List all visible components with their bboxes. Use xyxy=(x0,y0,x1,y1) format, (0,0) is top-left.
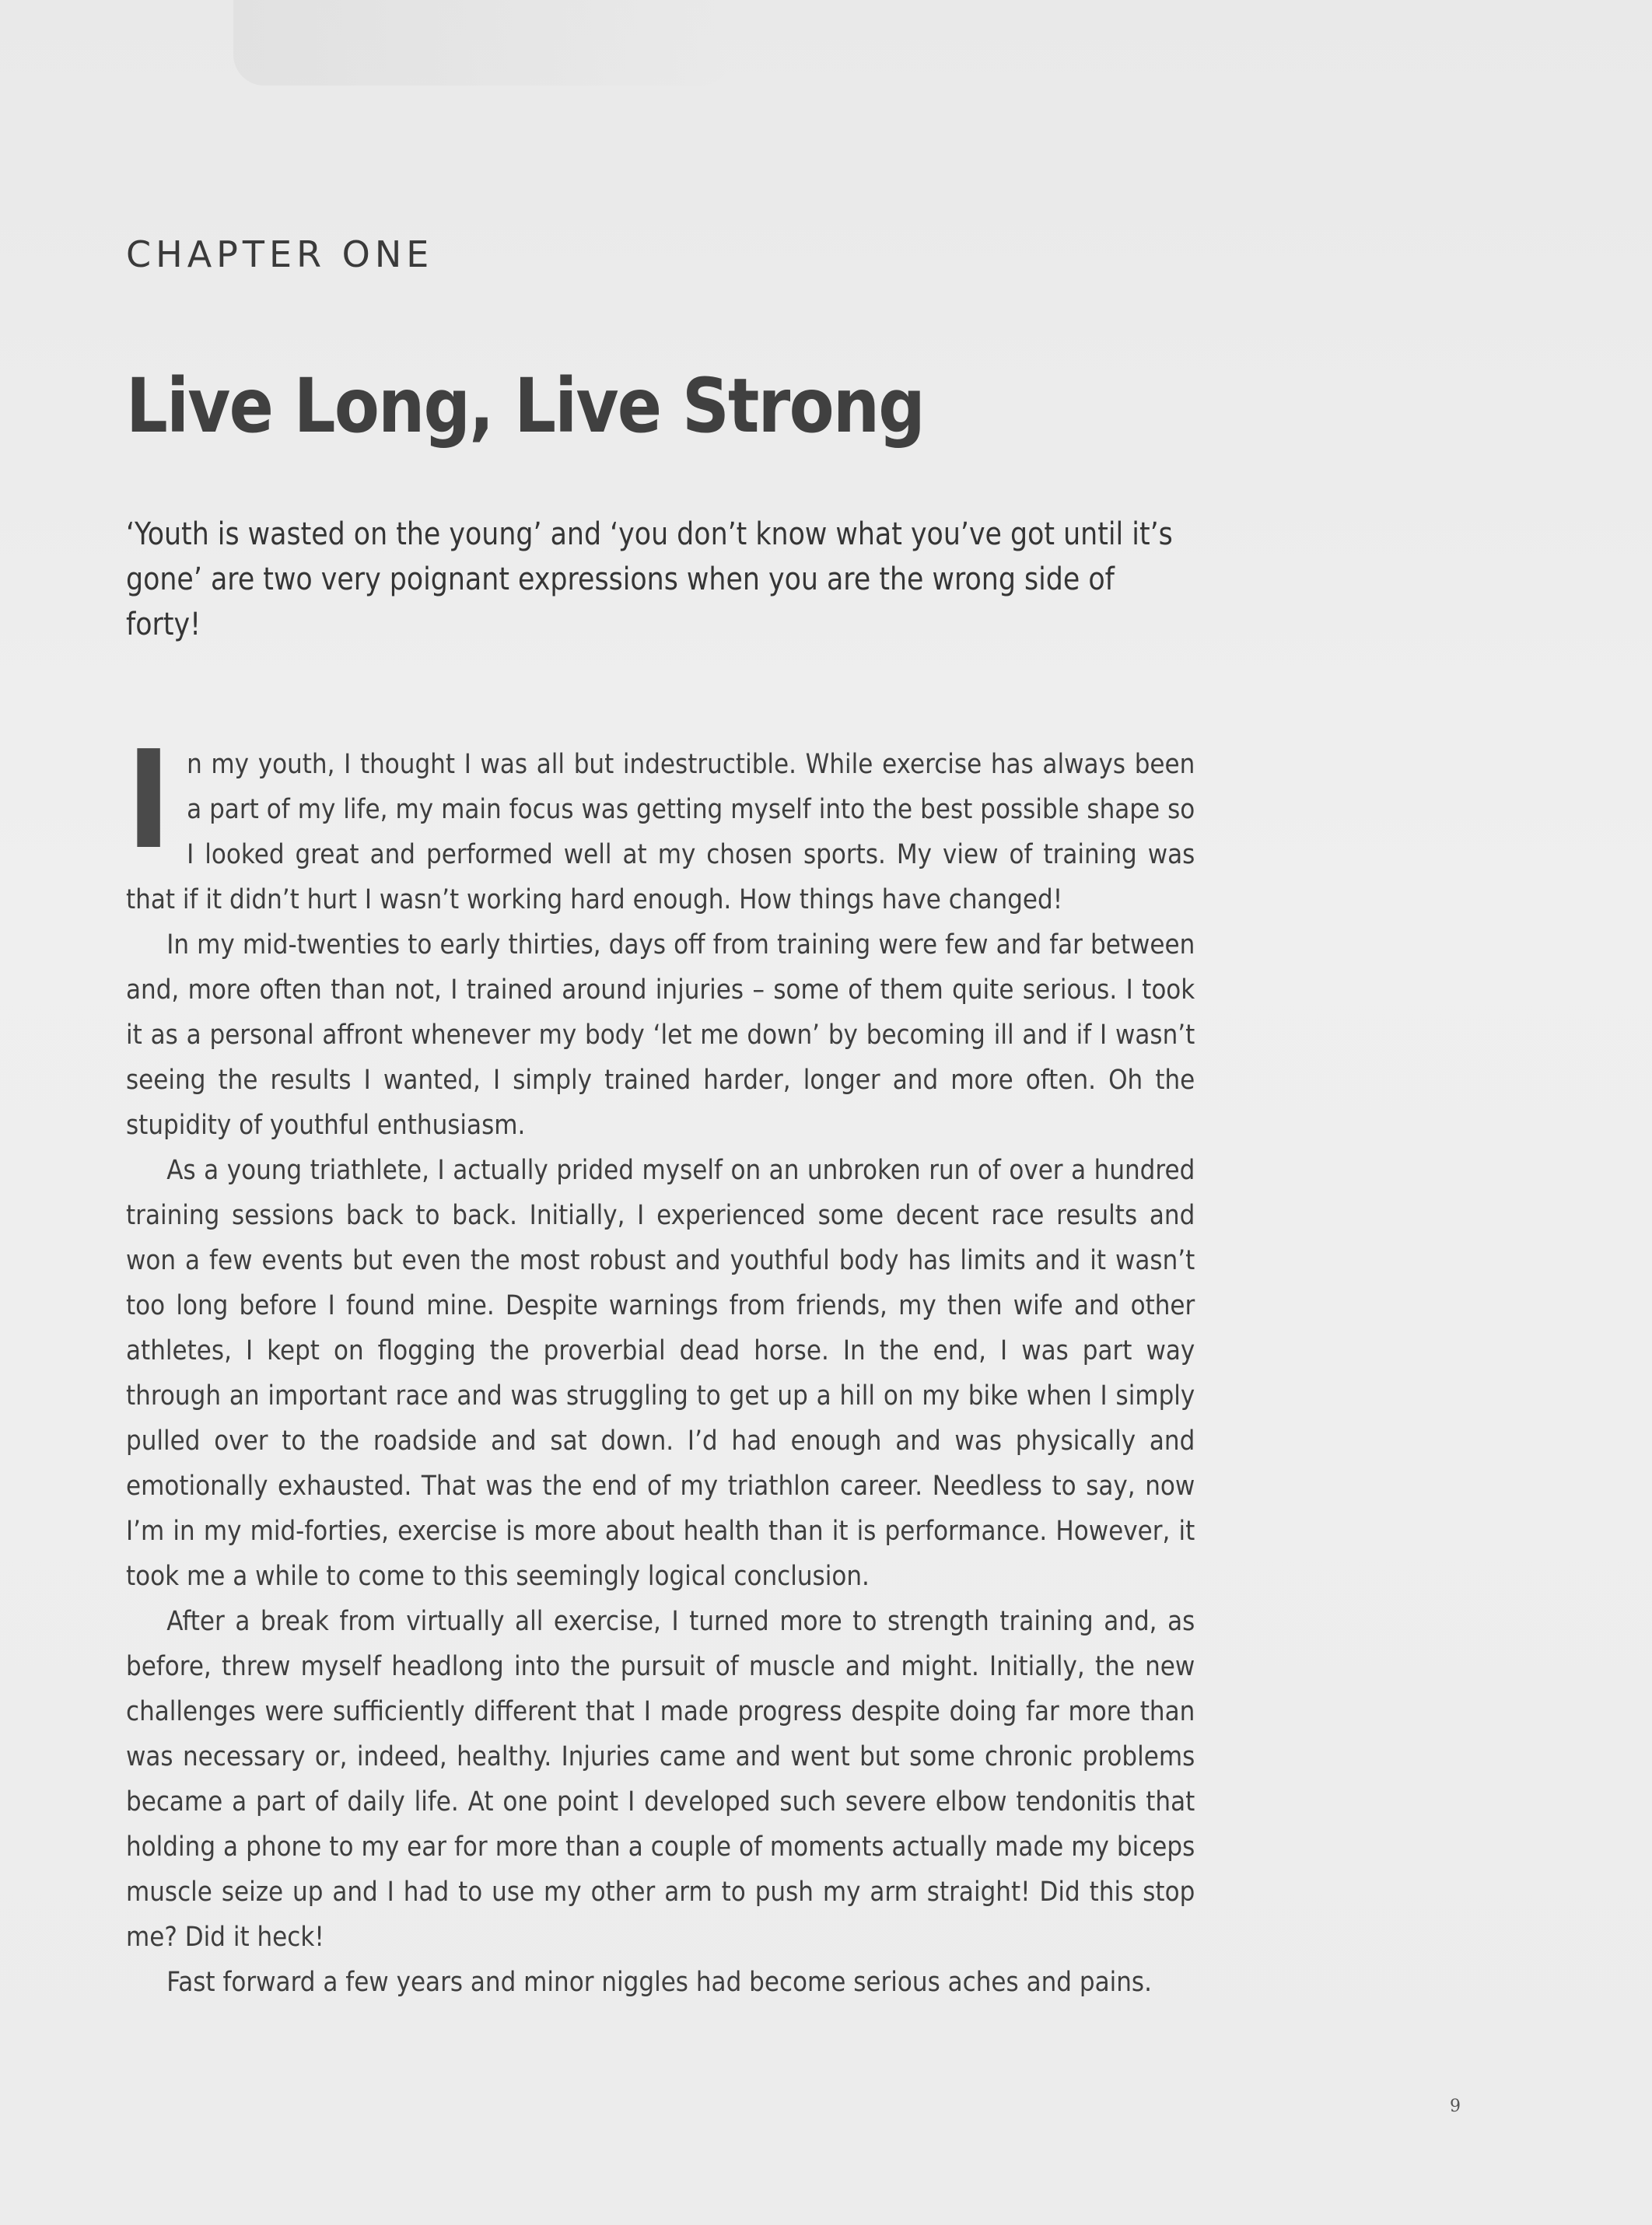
paragraph-1-text: n my youth, I thought I was all but indestructible. While exercise has always been a part of my life, my main focus was getting myself into the best possible shape so I looked great and performed well at my chosen sports. My view of training was that if it didn’t hurt I wasn’t working hard enough. How things have changed! xyxy=(126,749,1195,915)
paragraph-5: Fast forward a few years and minor niggles had become serious aches and pains. xyxy=(166,1967,1152,1998)
chapter-title: Live Long, Live Strong xyxy=(126,362,924,450)
chapter-content xyxy=(126,233,1195,2005)
paragraph-3: As a young triathlete, I actually prided myself on an unbroken run of over a hundred training sessions back to back. Initially, I experienced some decent race results and won a few events but even the most robust and youthful body has limits and it wasn’t too long before I found mine. Despite warnings from friends, my then wife and other athletes, I kept on flogging the proverbial dead horse. In the end, I was part way through an important race and was struggling to get up a hill on my bike when I simply pulled over to the roadside and sat down. I’d had enough and was physically and emotionally exhausted. That was the end of my triathlon career. Needless to say, now I’m in my mid-forties, exercise is more about health than it is performance. However, it took me a while to come to this seemingly logical conclusion. xyxy=(126,1155,1195,1592)
body-text xyxy=(126,722,1195,2005)
paragraph-2: In my mid-twenties to early thirties, days off from training were few and far between and, more often than not, I trained around injuries – some of them quite serious. I took it as a personal affront whenever my body ‘let me down’ by becoming ill and if I wasn’t seeing the results I wanted, I simply trained harder, longer and more often. Oh the stupidity of youthful enthusiasm. xyxy=(126,929,1195,1141)
show-through-shadow xyxy=(233,0,731,86)
paragraph-4: After a break from virtually all exercise, I turned more to strength training and, as before, threw myself headlong into the pursuit of muscle and might. Initially, the new challenges were sufficiently different that I made progress despite doing far more than was necessary or, indeed, healthy. Injuries came and went but some chronic problems became a part of daily life. At one point I developed such severe elbow tendonitis that holding a phone to my ear for more than a couple of moments actually made my biceps muscle seize up and I had to use my other arm to push my arm straight! Did this stop me? Did it heck! xyxy=(126,1606,1195,1953)
drop-cap: I xyxy=(126,722,172,880)
page-number: 9 xyxy=(1450,2097,1461,2116)
chapter-label: CHAPTER ONE xyxy=(126,233,434,275)
chapter-epigraph: ‘Youth is wasted on the young’ and ‘you don’t know what you’ve got until it’s gone’ are two very poignant expressions when you are the wrong side of forty! xyxy=(126,516,1173,642)
paragraph-1 xyxy=(126,722,1195,922)
